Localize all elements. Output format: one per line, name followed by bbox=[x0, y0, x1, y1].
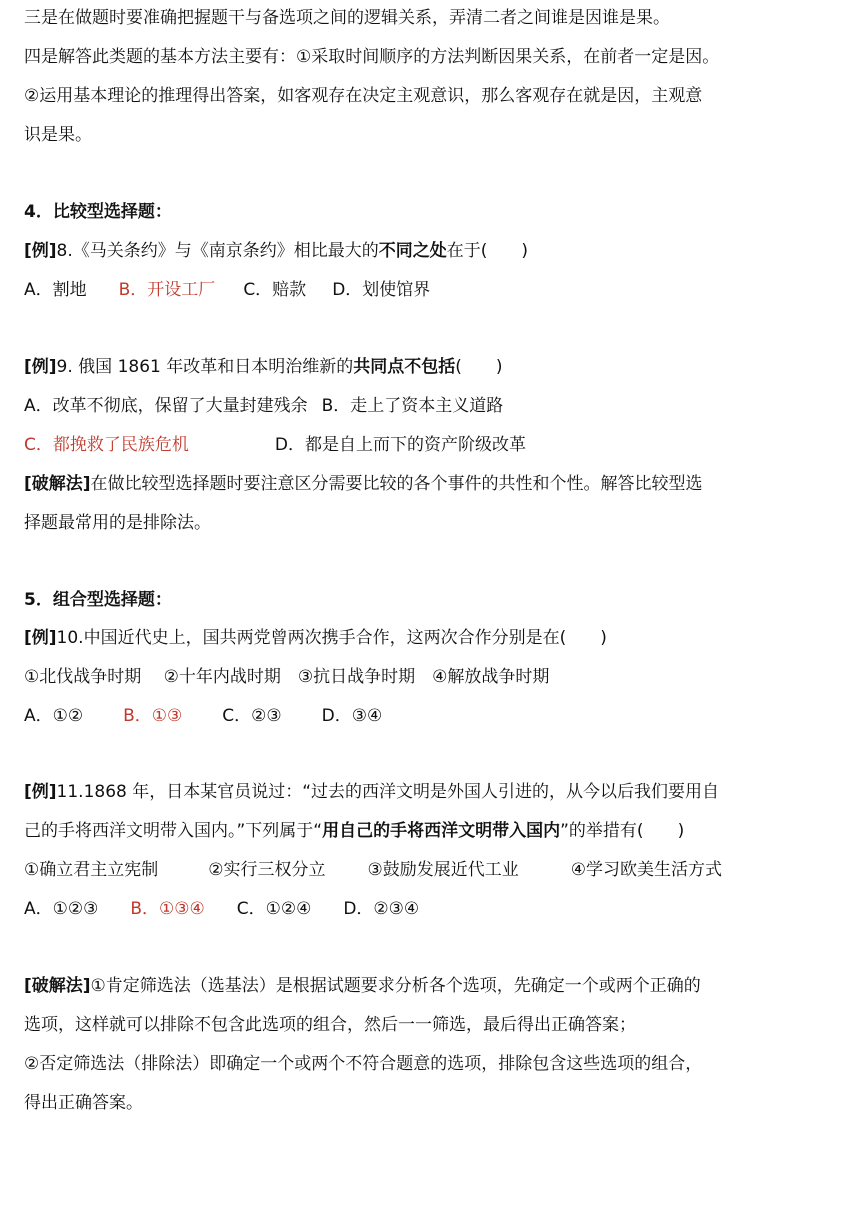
method-5-line-4: 得出正确答案。 bbox=[24, 1093, 143, 1113]
method-4-line-1 bbox=[24, 472, 703, 496]
example-10-question bbox=[24, 626, 607, 650]
intro-line-2: 四是解答此类题的基本方法主要有：①采取时间顺序的方法判断因果关系，在前者一定是因。 bbox=[24, 47, 720, 67]
option-c: C．②③ bbox=[222, 706, 282, 726]
question-text: 9. 俄国 1861 年改革和日本明治维新的 bbox=[56, 357, 354, 377]
question-emphasis: 不同之处 bbox=[378, 241, 447, 261]
section-4-heading: 4．比较型选择题： bbox=[24, 202, 172, 222]
example-tag: [例] bbox=[24, 628, 57, 648]
question-text-end: ( ) bbox=[455, 357, 503, 377]
option-d: D．划使馆界 bbox=[332, 280, 431, 300]
method-text: 在做比较型选择题时要注意区分需要比较的各个事件的共性和个性。解答比较型选 bbox=[90, 474, 703, 494]
intro-line-1: 三是在做题时要准确把握题干与备选项之间的逻辑关系，弄清二者之间谁是因谁是果。 bbox=[24, 8, 670, 28]
method-4-line-2: 择题最常用的是排除法。 bbox=[24, 513, 211, 533]
example-8-options bbox=[24, 278, 430, 302]
example-11-options bbox=[24, 897, 419, 921]
example-11-question-line-2 bbox=[24, 819, 684, 843]
option-b-answer: B．开设工厂 bbox=[118, 280, 216, 300]
question-text: 11.1868 年，日本某官员说过：“过去的西洋文明是外国人引进的，从今以后我们要用自 bbox=[56, 782, 720, 802]
option-a: A．割地 bbox=[24, 280, 87, 300]
example-10-options bbox=[24, 704, 382, 728]
question-text-end: 在于( ) bbox=[446, 241, 529, 261]
option-b: B．走上了资本主义道路 bbox=[321, 396, 504, 416]
question-text: 己的手将西洋文明带入国内。”下列属于“ bbox=[24, 821, 323, 841]
example-8-question bbox=[24, 239, 528, 263]
option-a: A．①②③ bbox=[24, 899, 99, 919]
example-tag: [例] bbox=[24, 782, 57, 802]
example-9-options-row-2 bbox=[24, 433, 526, 457]
option-b-answer: B．①③ bbox=[123, 706, 183, 726]
method-tag: [破解法] bbox=[24, 976, 91, 996]
option-c: C．赔款 bbox=[243, 280, 307, 300]
example-9-options-row-1 bbox=[24, 394, 503, 418]
method-tag: [破解法] bbox=[24, 474, 91, 494]
option-b-answer: B．①③④ bbox=[130, 899, 205, 919]
example-11-items bbox=[24, 858, 722, 882]
option-d: D．都是自上而下的资产阶级改革 bbox=[274, 435, 526, 455]
item-3: ③鼓励发展近代工业 bbox=[367, 860, 519, 880]
option-c: C．①②④ bbox=[236, 899, 312, 919]
method-5-line-1 bbox=[24, 974, 701, 998]
method-5-line-3: ②否定筛选法（排除法）即确定一个或两个不符合题意的选项，排除包含这些选项的组合， bbox=[24, 1054, 703, 1074]
item-1: ①确立君主立宪制 bbox=[24, 860, 159, 880]
section-5-heading: 5．组合型选择题： bbox=[24, 590, 172, 610]
example-tag: [例] bbox=[24, 241, 57, 261]
intro-line-3: ②运用基本理论的推理得出答案，如客观存在决定主观意识，那么客观存在就是因，主观意 bbox=[24, 86, 703, 106]
example-tag: [例] bbox=[24, 357, 57, 377]
item-4: ④学习欧美生活方式 bbox=[570, 860, 722, 880]
method-text: ①肯定筛选法（选基法）是根据试题要求分析各个选项，先确定一个或两个正确的 bbox=[90, 976, 701, 996]
example-10-items: ①北伐战争时期 ②十年内战时期 ③抗日战争时期 ④解放战争时期 bbox=[24, 667, 550, 687]
question-emphasis: 共同点不包括 bbox=[353, 357, 456, 377]
question-emphasis: 用自己的手将西洋文明带入国内 bbox=[322, 821, 561, 841]
item-2: ②实行三权分立 bbox=[208, 860, 326, 880]
option-a: A．改革不彻底，保留了大量封建残余 bbox=[24, 396, 308, 416]
option-a: A．①② bbox=[24, 706, 84, 726]
question-text: 10.中国近代史上，国共两党曾两次携手合作，这两次合作分别是在( ) bbox=[56, 628, 607, 648]
example-11-question-line-1 bbox=[24, 780, 719, 804]
option-d: D．③④ bbox=[321, 706, 383, 726]
option-d: D．②③④ bbox=[343, 899, 420, 919]
example-9-question bbox=[24, 355, 503, 379]
question-text-end: ”的举措有( ) bbox=[560, 821, 685, 841]
option-c-answer: C．都挽救了民族危机 bbox=[24, 435, 189, 455]
intro-line-4: 识是果。 bbox=[24, 125, 92, 145]
method-5-line-2: 选项，这样就可以排除不包含此选项的组合，然后一一筛选，最后得出正确答案； bbox=[24, 1015, 636, 1035]
question-text: 8.《马关条约》与《南京条约》相比最大的 bbox=[56, 241, 379, 261]
